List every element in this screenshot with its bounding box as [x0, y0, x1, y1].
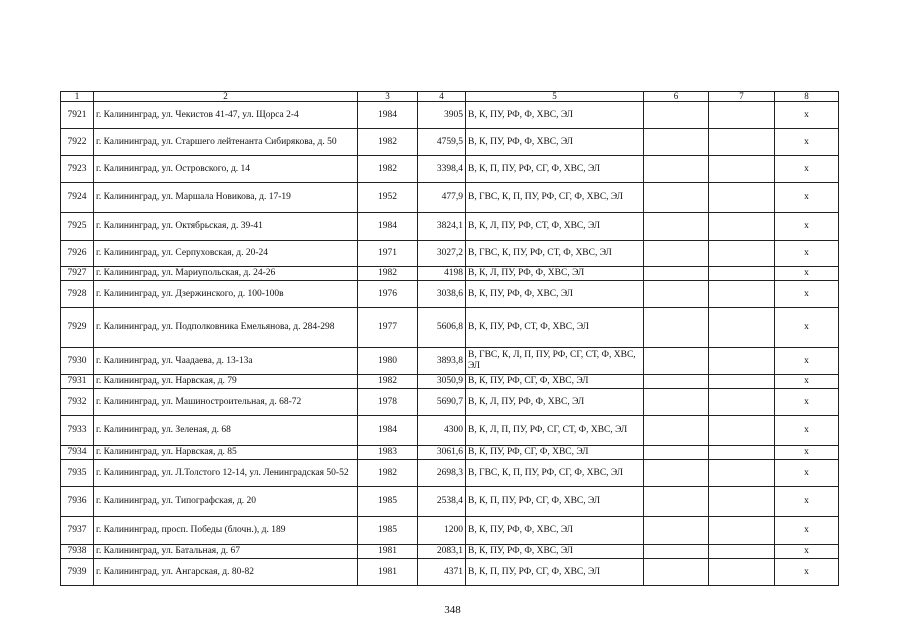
col7-cell — [709, 348, 775, 375]
col7-cell — [709, 446, 775, 460]
table-row — [61, 213, 839, 241]
table-row — [61, 389, 839, 416]
col7-cell — [709, 241, 775, 267]
area-cell: 3824,1 — [418, 213, 466, 241]
col7-cell — [709, 183, 775, 213]
address-cell: г. Калининград, ул. Машиностроительная, д. 68-72 — [94, 389, 358, 416]
col7-cell — [709, 517, 775, 545]
col7-cell — [709, 545, 775, 559]
year-cell: 1981 — [358, 545, 418, 559]
col-header-2: 2 — [94, 92, 358, 102]
register-table — [60, 91, 839, 586]
year-cell: 1976 — [358, 281, 418, 308]
mark-cell: x — [775, 102, 839, 129]
row-number: 7926 — [61, 241, 94, 267]
col7-cell — [709, 281, 775, 308]
works-cell: В, К, Л, П, ПУ, РФ, СГ, СТ, Ф, ХВС, ЭЛ — [466, 416, 644, 446]
col-header-1: 1 — [61, 92, 94, 102]
col6-cell — [644, 308, 709, 348]
address-cell: г. Калининград, ул. Мариупольская, д. 24-26 — [94, 267, 358, 281]
col6-cell — [644, 267, 709, 281]
col6-cell — [644, 460, 709, 487]
mark-cell: x — [775, 267, 839, 281]
col6-cell — [644, 183, 709, 213]
table-row — [61, 375, 839, 389]
works-cell: В, К, ПУ, РФ, Ф, ХВС, ЭЛ — [466, 129, 644, 156]
mark-cell: x — [775, 129, 839, 156]
col7-cell — [709, 213, 775, 241]
col6-cell — [644, 416, 709, 446]
col7-cell — [709, 375, 775, 389]
mark-cell: x — [775, 156, 839, 183]
works-cell: В, К, П, ПУ, РФ, СГ, Ф, ХВС, ЭЛ — [466, 156, 644, 183]
works-cell: В, К, Л, ПУ, РФ, Ф, ХВС, ЭЛ — [466, 389, 644, 416]
col6-cell — [644, 281, 709, 308]
col-header-8: 8 — [775, 92, 839, 102]
col6-cell — [644, 102, 709, 129]
works-cell: В, К, П, ПУ, РФ, СГ, Ф, ХВС, ЭЛ — [466, 487, 644, 517]
table-row — [61, 308, 839, 348]
year-cell: 1980 — [358, 348, 418, 375]
year-cell: 1981 — [358, 559, 418, 586]
area-cell: 3061,6 — [418, 446, 466, 460]
row-number: 7921 — [61, 102, 94, 129]
address-cell: г. Калининград, ул. Чаадаева, д. 13-13а — [94, 348, 358, 375]
col7-cell — [709, 267, 775, 281]
row-number: 7934 — [61, 446, 94, 460]
row-number: 7923 — [61, 156, 94, 183]
year-cell: 1952 — [358, 183, 418, 213]
area-cell: 3038,6 — [418, 281, 466, 308]
mark-cell: x — [775, 241, 839, 267]
area-cell: 1200 — [418, 517, 466, 545]
row-number: 7930 — [61, 348, 94, 375]
address-cell: г. Калининград, ул. Нарвская, д. 79 — [94, 375, 358, 389]
col-header-5: 5 — [466, 92, 644, 102]
mark-cell: x — [775, 487, 839, 517]
col6-cell — [644, 156, 709, 183]
address-cell: г. Калининград, ул. Типографская, д. 20 — [94, 487, 358, 517]
col6-cell — [644, 389, 709, 416]
col-header-3: 3 — [358, 92, 418, 102]
table-row — [61, 559, 839, 586]
col6-cell — [644, 213, 709, 241]
area-cell: 3050,9 — [418, 375, 466, 389]
col7-cell — [709, 559, 775, 586]
col-header-6: 6 — [644, 92, 709, 102]
table-row — [61, 281, 839, 308]
year-cell: 1984 — [358, 102, 418, 129]
mark-cell: x — [775, 446, 839, 460]
table-row — [61, 267, 839, 281]
address-cell: г. Калининград, ул. Маршала Новикова, д. 17-19 — [94, 183, 358, 213]
col7-cell — [709, 129, 775, 156]
col6-cell — [644, 446, 709, 460]
works-cell: В, К, ПУ, РФ, Ф, ХВС, ЭЛ — [466, 517, 644, 545]
row-number: 7931 — [61, 375, 94, 389]
year-cell: 1983 — [358, 446, 418, 460]
row-number: 7937 — [61, 517, 94, 545]
works-cell: В, ГВС, К, П, ПУ, РФ, СГ, Ф, ХВС, ЭЛ — [466, 183, 644, 213]
table-row — [61, 517, 839, 545]
col6-cell — [644, 545, 709, 559]
col6-cell — [644, 241, 709, 267]
row-number: 7925 — [61, 213, 94, 241]
works-cell: В, К, Л, ПУ, РФ, Ф, ХВС, ЭЛ — [466, 267, 644, 281]
year-cell: 1977 — [358, 308, 418, 348]
col7-cell — [709, 156, 775, 183]
address-cell: г. Калининград, ул. Островского, д. 14 — [94, 156, 358, 183]
col7-cell — [709, 308, 775, 348]
table-row — [61, 460, 839, 487]
table-row — [61, 156, 839, 183]
table-row — [61, 545, 839, 559]
works-cell: В, К, ПУ, РФ, СГ, Ф, ХВС, ЭЛ — [466, 446, 644, 460]
year-cell: 1982 — [358, 375, 418, 389]
year-cell: 1982 — [358, 156, 418, 183]
col6-cell — [644, 517, 709, 545]
area-cell: 3027,2 — [418, 241, 466, 267]
row-number: 7939 — [61, 559, 94, 586]
col7-cell — [709, 102, 775, 129]
row-number: 7924 — [61, 183, 94, 213]
col7-cell — [709, 389, 775, 416]
row-number: 7936 — [61, 487, 94, 517]
year-cell: 1982 — [358, 267, 418, 281]
works-cell: В, К, ПУ, РФ, СТ, Ф, ХВС, ЭЛ — [466, 308, 644, 348]
row-number: 7927 — [61, 267, 94, 281]
col-header-4: 4 — [418, 92, 466, 102]
col7-cell — [709, 460, 775, 487]
year-cell: 1984 — [358, 416, 418, 446]
works-cell: В, К, ПУ, РФ, Ф, ХВС, ЭЛ — [466, 545, 644, 559]
area-cell: 477,9 — [418, 183, 466, 213]
area-cell: 2698,3 — [418, 460, 466, 487]
mark-cell: x — [775, 389, 839, 416]
address-cell: г. Калининград, ул. Октябрьская, д. 39-41 — [94, 213, 358, 241]
address-cell: г. Калининград, ул. Ангарская, д. 80-82 — [94, 559, 358, 586]
mark-cell: x — [775, 545, 839, 559]
table-row — [61, 129, 839, 156]
area-cell: 2538,4 — [418, 487, 466, 517]
works-cell: В, ГВС, К, П, ПУ, РФ, СГ, Ф, ХВС, ЭЛ — [466, 460, 644, 487]
col7-cell — [709, 487, 775, 517]
mark-cell: x — [775, 416, 839, 446]
works-cell: В, К, П, ПУ, РФ, СГ, Ф, ХВС, ЭЛ — [466, 559, 644, 586]
mark-cell: x — [775, 183, 839, 213]
row-number: 7933 — [61, 416, 94, 446]
address-cell: г. Калининград, ул. Чекистов 41-47, ул. Щорса 2-4 — [94, 102, 358, 129]
col7-cell — [709, 416, 775, 446]
page-number: 348 — [444, 604, 461, 616]
year-cell: 1985 — [358, 517, 418, 545]
area-cell: 3905 — [418, 102, 466, 129]
works-cell: В, К, ПУ, РФ, СГ, Ф, ХВС, ЭЛ — [466, 375, 644, 389]
year-cell: 1982 — [358, 129, 418, 156]
area-cell: 4371 — [418, 559, 466, 586]
mark-cell: x — [775, 559, 839, 586]
col6-cell — [644, 129, 709, 156]
address-cell: г. Калининград, ул. Дзержинского, д. 100-100в — [94, 281, 358, 308]
table-body — [61, 102, 839, 586]
year-cell: 1984 — [358, 213, 418, 241]
col6-cell — [644, 375, 709, 389]
row-number: 7929 — [61, 308, 94, 348]
mark-cell: x — [775, 460, 839, 487]
address-cell: г. Калининград, ул. Нарвская, д. 85 — [94, 446, 358, 460]
area-cell: 5690,7 — [418, 389, 466, 416]
row-number: 7928 — [61, 281, 94, 308]
works-cell: В, К, Л, ПУ, РФ, СТ, Ф, ХВС, ЭЛ — [466, 213, 644, 241]
area-cell: 2083,1 — [418, 545, 466, 559]
year-cell: 1971 — [358, 241, 418, 267]
table-row — [61, 416, 839, 446]
col6-cell — [644, 487, 709, 517]
mark-cell: x — [775, 213, 839, 241]
row-number: 7922 — [61, 129, 94, 156]
address-cell: г. Калининград, ул. Л.Толстого 12-14, ул. Ленинградская 50-52 — [94, 460, 358, 487]
address-cell: г. Калининград, ул. Зеленая, д. 68 — [94, 416, 358, 446]
address-cell: г. Калининград, ул. Серпуховская, д. 20-24 — [94, 241, 358, 267]
mark-cell: x — [775, 517, 839, 545]
area-cell: 4198 — [418, 267, 466, 281]
year-cell: 1978 — [358, 389, 418, 416]
year-cell: 1985 — [358, 487, 418, 517]
area-cell: 4759,5 — [418, 129, 466, 156]
address-cell: г. Калининград, ул. Старшего лейтенанта Сибирякова, д. 50 — [94, 129, 358, 156]
address-cell: г. Калининград, ул. Батальная, д. 67 — [94, 545, 358, 559]
header-row — [61, 92, 839, 102]
works-cell: В, К, ПУ, РФ, Ф, ХВС, ЭЛ — [466, 102, 644, 129]
col6-cell — [644, 348, 709, 375]
col-header-7: 7 — [709, 92, 775, 102]
year-cell: 1982 — [358, 460, 418, 487]
table-row — [61, 241, 839, 267]
mark-cell: x — [775, 281, 839, 308]
works-cell: В, ГВС, К, ПУ, РФ, СТ, Ф, ХВС, ЭЛ — [466, 241, 644, 267]
address-cell: г. Калининград, ул. Подполковника Емельянова, д. 284-298 — [94, 308, 358, 348]
col6-cell — [644, 559, 709, 586]
mark-cell: x — [775, 375, 839, 389]
row-number: 7935 — [61, 460, 94, 487]
row-number: 7938 — [61, 545, 94, 559]
area-cell: 5606,8 — [418, 308, 466, 348]
table-row — [61, 446, 839, 460]
works-cell: В, К, ПУ, РФ, Ф, ХВС, ЭЛ — [466, 281, 644, 308]
mark-cell: x — [775, 348, 839, 375]
area-cell: 4300 — [418, 416, 466, 446]
table-row — [61, 102, 839, 129]
area-cell: 3398,4 — [418, 156, 466, 183]
address-cell: г. Калининград, просп. Победы (блочн.), д. 189 — [94, 517, 358, 545]
works-cell: В, ГВС, К, Л, П, ПУ, РФ, СГ, СТ, Ф, ХВС, ЭЛ — [466, 348, 644, 375]
row-number: 7932 — [61, 389, 94, 416]
table-row — [61, 348, 839, 375]
table-row — [61, 487, 839, 517]
area-cell: 3893,8 — [418, 348, 466, 375]
table-row — [61, 183, 839, 213]
mark-cell: x — [775, 308, 839, 348]
